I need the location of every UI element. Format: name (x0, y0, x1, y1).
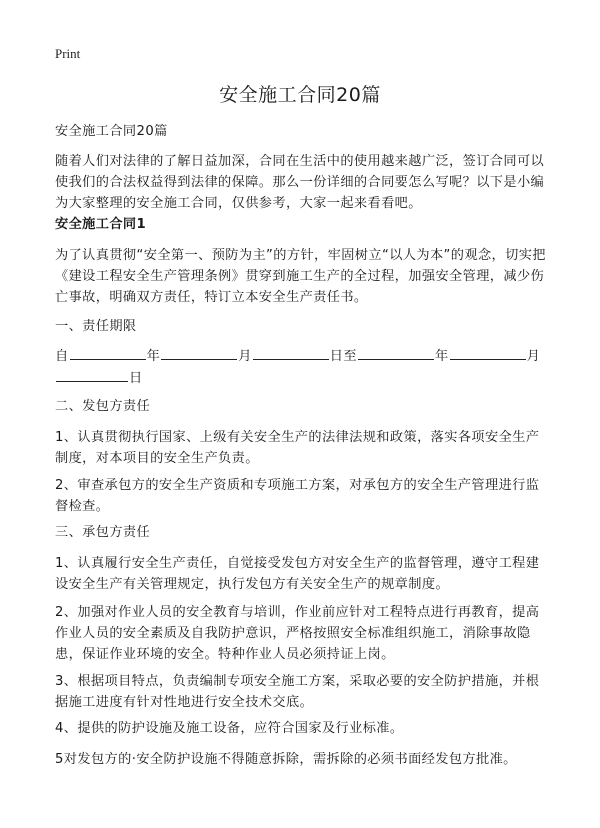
intro-paragraph: 随着人们对法律的了解日益加深，合同在生活中的使用越来越广泛，签订合同可以使我们的合法权益得到法律的保障。那么一份详细的合同要怎么写呢？以下是小编为大家整理的安全施工合同，仅供参考，大家一起来看看吧。 (55, 154, 545, 211)
term-year-label: 年 (146, 349, 161, 364)
blank-field[interactable] (450, 345, 526, 360)
contractor-item: 3、根据项目特点，负责编制专项安全施工方案，采取必要的安全防护措施，并根据施工进度有针对性地进行安全技术交底。 (55, 674, 540, 710)
section1-intro-paragraph: 为了认真贯彻“安全第一、预防为主”的方针，牢固树立“以人为本”的观念，切实把《建设工程安全生产管理条例》贯穿到施工生产的全过程，加强安全管理，减少伤亡事故，明确双方责任，特订立本安全生产责任书。 (55, 248, 546, 305)
print-label: Print (55, 46, 81, 61)
contractor-item: 1、认真履行安全生产责任，自觉接受发包方对安全生产的监督管理，遵守工程建设安全生产有关管理规定，执行发包方有关安全生产的规章制度。 (55, 556, 540, 592)
document-title: 安全施工合同20篇 (219, 84, 381, 106)
term-period-line (55, 345, 550, 389)
contractor-item: 5对发包方的·安全防护设施不得随意拆除，需拆除的必须书面经发包方批准。 (55, 752, 517, 767)
term-month-label: 月 (526, 349, 541, 364)
employer-item: 1、认真贯彻执行国家、上级有关安全生产的法律法规和政策，落实各项安全生产制度，对本项目的安全生产负责。 (55, 430, 540, 466)
blank-field[interactable] (56, 367, 128, 382)
section1-heading: 安全施工合同1 (55, 217, 147, 232)
term-from-label: 自 (55, 349, 69, 364)
term-month-label: 月 (238, 349, 252, 364)
blank-field[interactable] (161, 345, 237, 360)
document-subtitle: 安全施工合同20篇 (55, 124, 168, 139)
contractor-item: 2、加强对作业人员的安全教育与培训，作业前应针对工程特点进行再教育，提高作业人员的安全素质及自我防护意识，严格按照安全标准组织施工，消除事故隐患，保证作业环境的安全。特种作业人员必须持证上岗。 (55, 605, 540, 662)
term-year-label: 年 (434, 349, 449, 364)
contractor-heading: 三、承包方责任 (55, 525, 151, 540)
blank-field[interactable] (358, 345, 434, 360)
term-heading: 一、责任期限 (55, 319, 137, 334)
employer-heading: 二、发包方责任 (55, 399, 151, 414)
blank-field[interactable] (253, 345, 329, 360)
term-day-label: 日 (129, 371, 143, 386)
blank-field[interactable] (70, 345, 146, 360)
contractor-item: 4、提供的防护设施及施工设备，应符合国家及行业标准。 (55, 721, 404, 736)
employer-item: 2、审查承包方的安全生产资质和专项施工方案，对承包方的安全生产管理进行监督检查。 (55, 478, 540, 514)
term-day-to-label: 日至 (329, 349, 357, 364)
